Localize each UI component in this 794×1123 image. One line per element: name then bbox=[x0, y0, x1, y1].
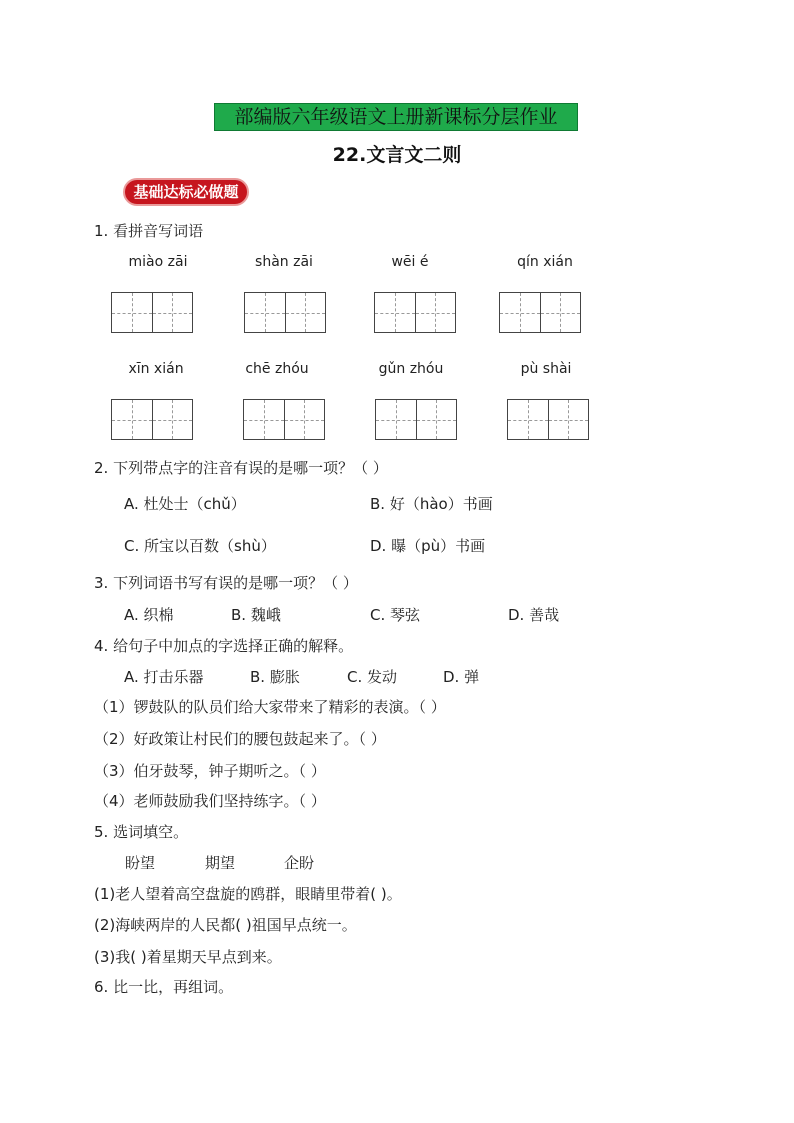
option-d: D. 弹 bbox=[443, 668, 480, 686]
question-5-item[interactable]: (1)老人望着高空盘旋的鸥群，眼睛里带着( )。 bbox=[94, 885, 402, 903]
writing-grid[interactable] bbox=[243, 399, 325, 440]
pinyin-label: gǔn zhóu bbox=[378, 361, 444, 377]
writing-grid[interactable] bbox=[111, 399, 193, 440]
page-title: 22.文言文二则 bbox=[332, 144, 462, 166]
writing-grid[interactable] bbox=[111, 292, 193, 333]
writing-grid[interactable] bbox=[374, 292, 456, 333]
writing-grid[interactable] bbox=[375, 399, 457, 440]
question-2-prompt: 2. 下列带点字的注音有误的是哪一项？（ ） bbox=[94, 459, 388, 477]
series-banner: 部编版六年级语文上册新课标分层作业 bbox=[214, 103, 578, 131]
option-a[interactable]: A. 杜处士（chǔ） bbox=[124, 495, 246, 513]
option-b[interactable]: B. 魏峨 bbox=[231, 606, 281, 624]
question-4-item[interactable]: （3）伯牙鼓琴，钟子期听之。（ ） bbox=[94, 762, 326, 780]
question-5-item[interactable]: (2)海峡两岸的人民都( )祖国早点统一。 bbox=[94, 916, 357, 934]
word-choice: 盼望 bbox=[125, 854, 156, 872]
pinyin-label: shàn zāi bbox=[255, 254, 313, 270]
word-choice: 期望 bbox=[205, 854, 236, 872]
pinyin-label: pù shài bbox=[520, 361, 572, 377]
question-3-prompt: 3. 下列词语书写有误的是哪一项？（ ） bbox=[94, 574, 358, 592]
question-4-item[interactable]: （1）锣鼓队的队员们给大家带来了精彩的表演。（ ） bbox=[94, 698, 446, 716]
pinyin-label: qín xián bbox=[517, 254, 573, 270]
option-d[interactable]: D. 善哉 bbox=[508, 606, 560, 624]
option-c: C. 发动 bbox=[347, 668, 398, 686]
pinyin-label: miào zāi bbox=[128, 254, 188, 270]
option-b: B. 膨胀 bbox=[250, 668, 300, 686]
word-choice: 企盼 bbox=[284, 854, 315, 872]
question-1-prompt: 1. 看拼音写词语 bbox=[94, 222, 204, 240]
option-a[interactable]: A. 织棉 bbox=[124, 606, 174, 624]
question-6-prompt: 6. 比一比，再组词。 bbox=[94, 978, 234, 996]
question-4-prompt: 4. 给句子中加点的字选择正确的解释。 bbox=[94, 637, 354, 655]
pinyin-label: wēi é bbox=[391, 254, 429, 270]
option-c[interactable]: C. 所宝以百数（shù） bbox=[124, 537, 276, 555]
writing-grid[interactable] bbox=[507, 399, 589, 440]
section-badge: 基础达标必做题 bbox=[123, 178, 249, 206]
option-a: A. 打击乐器 bbox=[124, 668, 204, 686]
writing-grid[interactable] bbox=[499, 292, 581, 333]
pinyin-label: chē zhóu bbox=[245, 361, 309, 377]
option-b[interactable]: B. 好（hào）书画 bbox=[370, 495, 493, 513]
question-4-item[interactable]: （4）老师鼓励我们坚持练字。（ ） bbox=[94, 792, 326, 810]
writing-grid[interactable] bbox=[244, 292, 326, 333]
option-c[interactable]: C. 琴弦 bbox=[370, 606, 421, 624]
option-d[interactable]: D. 曝（pù）书画 bbox=[370, 537, 486, 555]
question-5-item[interactable]: (3)我( )着星期天早点到来。 bbox=[94, 948, 282, 966]
pinyin-label: xīn xián bbox=[128, 361, 184, 377]
question-5-prompt: 5. 选词填空。 bbox=[94, 823, 189, 841]
question-4-item[interactable]: （2）好政策让村民们的腰包鼓起来了。（ ） bbox=[94, 730, 386, 748]
